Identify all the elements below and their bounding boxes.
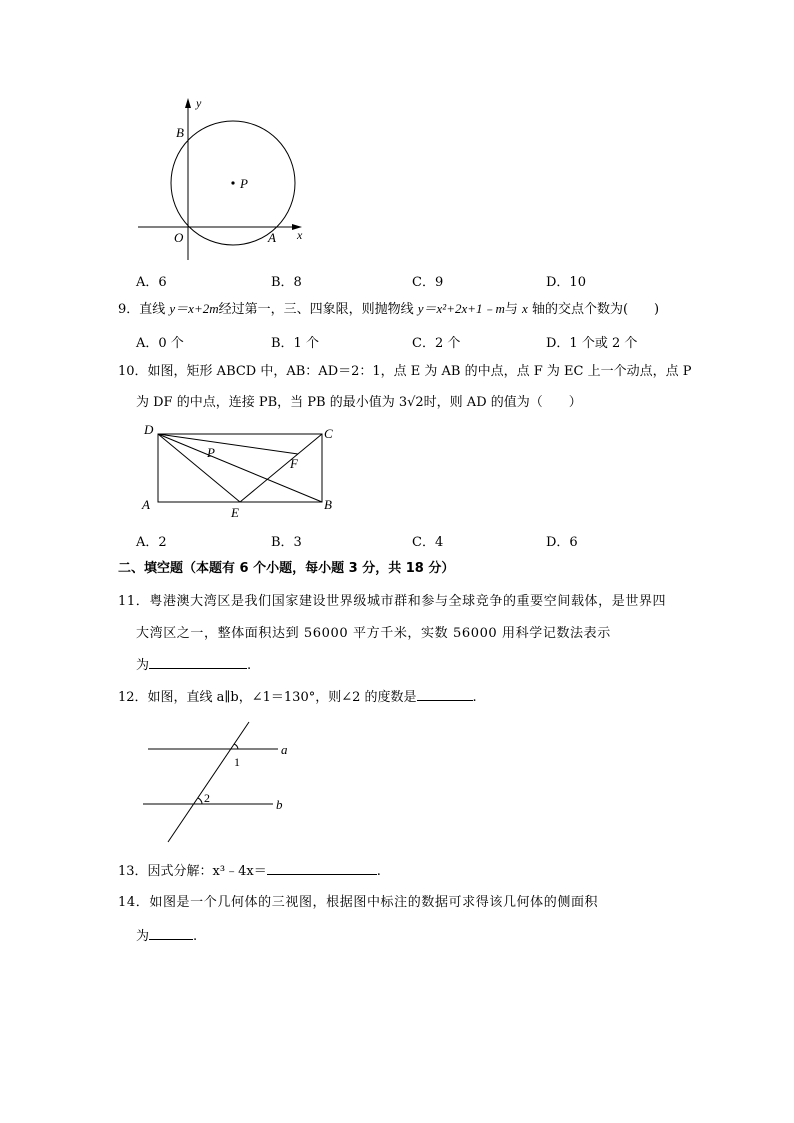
q10-rectangle-figure (138, 420, 348, 520)
q10-option-c: C．4 (412, 535, 444, 550)
q11-line3 (136, 654, 251, 676)
q8-option-a: A．6 (136, 275, 167, 290)
q9-question (118, 299, 659, 320)
q12-angle-1: 1 (234, 755, 240, 769)
q14-end: . (193, 929, 198, 944)
q11-line2: 大湾区之一，整体面积达到 56000 平方千米，实数 56000 用科学记数法表示 (136, 626, 611, 641)
q14-answer-blank[interactable] (149, 925, 193, 940)
q8-p-label: P (240, 176, 248, 191)
q12-question (118, 686, 477, 708)
q14-line1: 14．如图是一个几何体的三视图，根据图中标注的数据可求得该几何体的侧面积 (118, 895, 599, 910)
q12-end: . (472, 690, 477, 705)
q13-answer-blank[interactable] (267, 860, 377, 875)
q9-text-c: 经过第一，三、四象限，则抛物线 (218, 302, 418, 317)
q14-line2 (136, 925, 197, 947)
q9-parabola-eq: y＝x²+2x+1﹣m (417, 301, 505, 316)
q9-option-b: B．1 个 (271, 336, 319, 351)
q10-sqrt: √2 (407, 395, 424, 410)
q10-text-a: 为 DF 的中点，连接 PB，当 PB 的最小值为 3 (136, 395, 408, 410)
q12-parallel-lines-figure (138, 716, 298, 846)
q9-text-a: 9．直线 (118, 302, 170, 317)
q13-text: 13．因式分解：x³﹣4x＝ (118, 864, 267, 879)
q9-line-eq: y＝x+2m (169, 301, 219, 316)
q9-x-var: x (522, 301, 528, 316)
q9-option-d: D．1 个或 2 个 (546, 336, 638, 351)
q12-label-a: a (281, 742, 288, 757)
q8-o-label: O (174, 230, 184, 245)
q10-text-c: 时，则 AD 的值为（ ） (423, 395, 582, 410)
q13-end: . (376, 864, 381, 879)
q8-y-label: y (196, 96, 202, 110)
q10-f-label: F (290, 456, 298, 471)
q8-a-label: A (268, 230, 276, 245)
q8-option-d: D．10 (546, 275, 586, 290)
section-2-title: 二、填空题（本题有 6 个小题，每小题 3 分，共 18 分） (118, 561, 455, 576)
q10-b-label: B (324, 497, 332, 512)
q11-line1: 11．粤港澳大湾区是我们国家建设世界级城市群和参与全球竞争的重要空间载体，是世界四 (118, 594, 667, 609)
q12-answer-blank[interactable] (417, 686, 473, 701)
q9-option-c: C．2 个 (412, 336, 461, 351)
q13-question (118, 860, 381, 882)
q8-option-b: B．8 (271, 275, 302, 290)
q10-p-label: P (207, 445, 215, 460)
q10-option-b: B．3 (271, 535, 302, 550)
q12-angle-2: 2 (204, 791, 210, 805)
q10-e-label: E (231, 505, 239, 520)
q8-option-c: C．9 (412, 275, 444, 290)
q10-question-line1: 10．如图，矩形 ABCD 中，AB：AD＝2：1，点 E 为 AB 的中点，点 F 为 EC 上一个动点，点 P (118, 364, 692, 379)
q12-label-b: b (276, 797, 283, 812)
q11-answer-blank[interactable] (149, 654, 247, 669)
q9-text-g: 轴的交点个数为( ) (527, 302, 660, 317)
q10-a-label: A (142, 497, 150, 512)
q9-option-a: A．0 个 (136, 336, 184, 351)
q8-circle-figure (130, 92, 320, 262)
q11-line3-text: 为 (136, 658, 150, 673)
q8-b-label: B (176, 125, 184, 140)
q10-option-d: D．6 (546, 535, 578, 550)
q14-line2-text: 为 (136, 929, 150, 944)
q8-x-label: x (297, 228, 303, 242)
q12-text: 12．如图，直线 a∥b，∠1＝130°，则∠2 的度数是 (118, 690, 417, 705)
q10-d-label: D (144, 422, 154, 437)
q10-option-a: A．2 (136, 535, 167, 550)
q11-end: . (247, 658, 252, 673)
q10-c-label: C (324, 426, 333, 441)
q10-question-line2 (136, 393, 582, 413)
q9-text-e: 与 (504, 302, 523, 317)
